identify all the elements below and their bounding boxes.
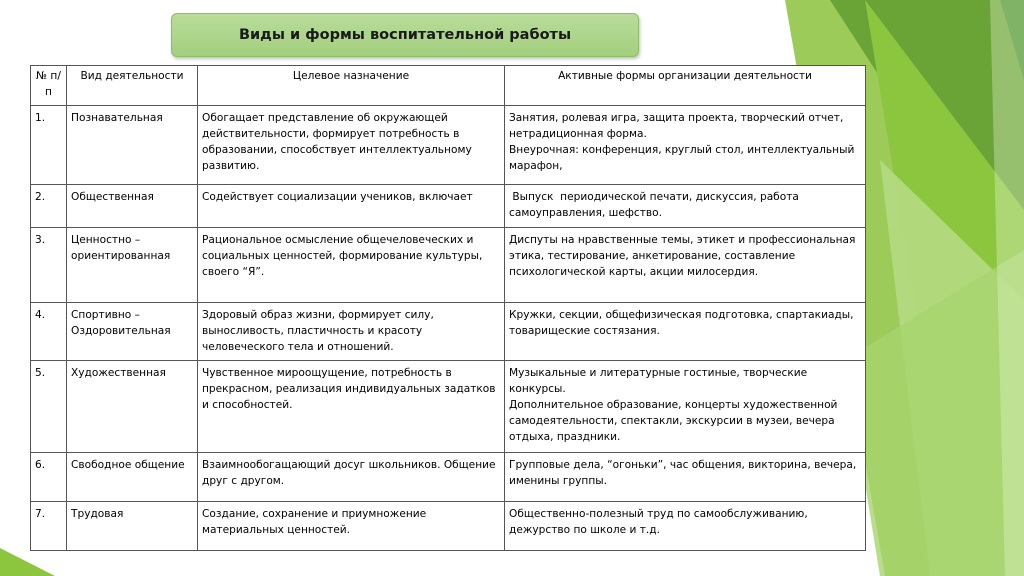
row-forms: Общественно-полезный труд по самообслуживанию, дежурство по школе и т.д. [505,502,866,551]
table-row [31,361,866,453]
row-number: 6. [31,453,67,502]
row-forms: Выпуск периодической печати, дискуссия, работа самоуправления, шефство. [505,185,866,228]
table-row [31,106,866,185]
row-number: 3. [31,228,67,303]
row-forms-line: Занятия, ролевая игра, защита проекта, творческий отчет, нетрадиционная форма. [509,112,844,140]
row-forms: Кружки, секции, общефизическая подготовка, спартакиады, товарищеские состязания. [505,303,866,361]
row-purpose: Обогащает представление об окружающей действительности, формирует потребность в образовании, способствует интеллектуальному развитию. [198,106,505,185]
row-forms [505,106,866,185]
row-number: 7. [31,502,67,551]
row-kind: Ценностно – ориентированная [67,228,198,303]
row-number: 4. [31,303,67,361]
row-forms [505,361,866,453]
row-purpose: Рациональное осмысление общечеловеческих и социальных ценностей, формирование культуры, своего “Я”. [198,228,505,303]
table-row [31,228,866,303]
row-forms-line: Дополнительное образование, концерты художественной самодеятельности, спектакли, экскурсии в музеи, вечера отдыха, праздники. [509,399,838,443]
row-kind: Познавательная [67,106,198,185]
row-purpose: Чувственное мироощущение, потребность в прекрасном, реализация индивидуальных задатков и способностей. [198,361,505,453]
row-purpose: Взаимнообогащающий досуг школьников. Общение друг с другом. [198,453,505,502]
row-kind: Свободное общение [67,453,198,502]
table-row [31,502,866,551]
table-row [31,453,866,502]
row-kind: Художественная [67,361,198,453]
row-forms: Диспуты на нравственные темы, этикет и профессиональная этика, тестирование, анкетирование, составление психологической карты, акции милосердия. [505,228,866,303]
table-header-row [31,66,866,106]
row-number: 5. [31,361,67,453]
activities-table [30,65,866,551]
row-number: 2. [31,185,67,228]
table-row [31,185,866,228]
row-kind: Спортивно – Оздоровительная [67,303,198,361]
header-number: № п/п [31,66,67,106]
row-purpose: Создание, сохранение и приумножение материальных ценностей. [198,502,505,551]
header-purpose: Целевое назначение [198,66,505,106]
row-purpose: Содействует социализации учеников, включает [198,185,505,228]
row-number: 1. [31,106,67,185]
row-kind: Общественная [67,185,198,228]
row-forms: Групповые дела, “огоньки”, час общения, викторина, вечера, именины группы. [505,453,866,502]
slide-title: Виды и формы воспитательной работы [171,13,639,57]
row-forms-line: Внеурочная: конференция, круглый стол, интеллектуальный марафон, [509,144,855,172]
header-forms: Активные формы организации деятельности [505,66,866,106]
row-purpose: Здоровый образ жизни, формирует силу, выносливость, пластичность и красоту человеческого тела и отношений. [198,303,505,361]
table-row [31,303,866,361]
header-kind: Вид деятельности [67,66,198,106]
row-kind: Трудовая [67,502,198,551]
row-forms-line: Музыкальные и литературные гостиные, творческие конкурсы. [509,367,808,395]
